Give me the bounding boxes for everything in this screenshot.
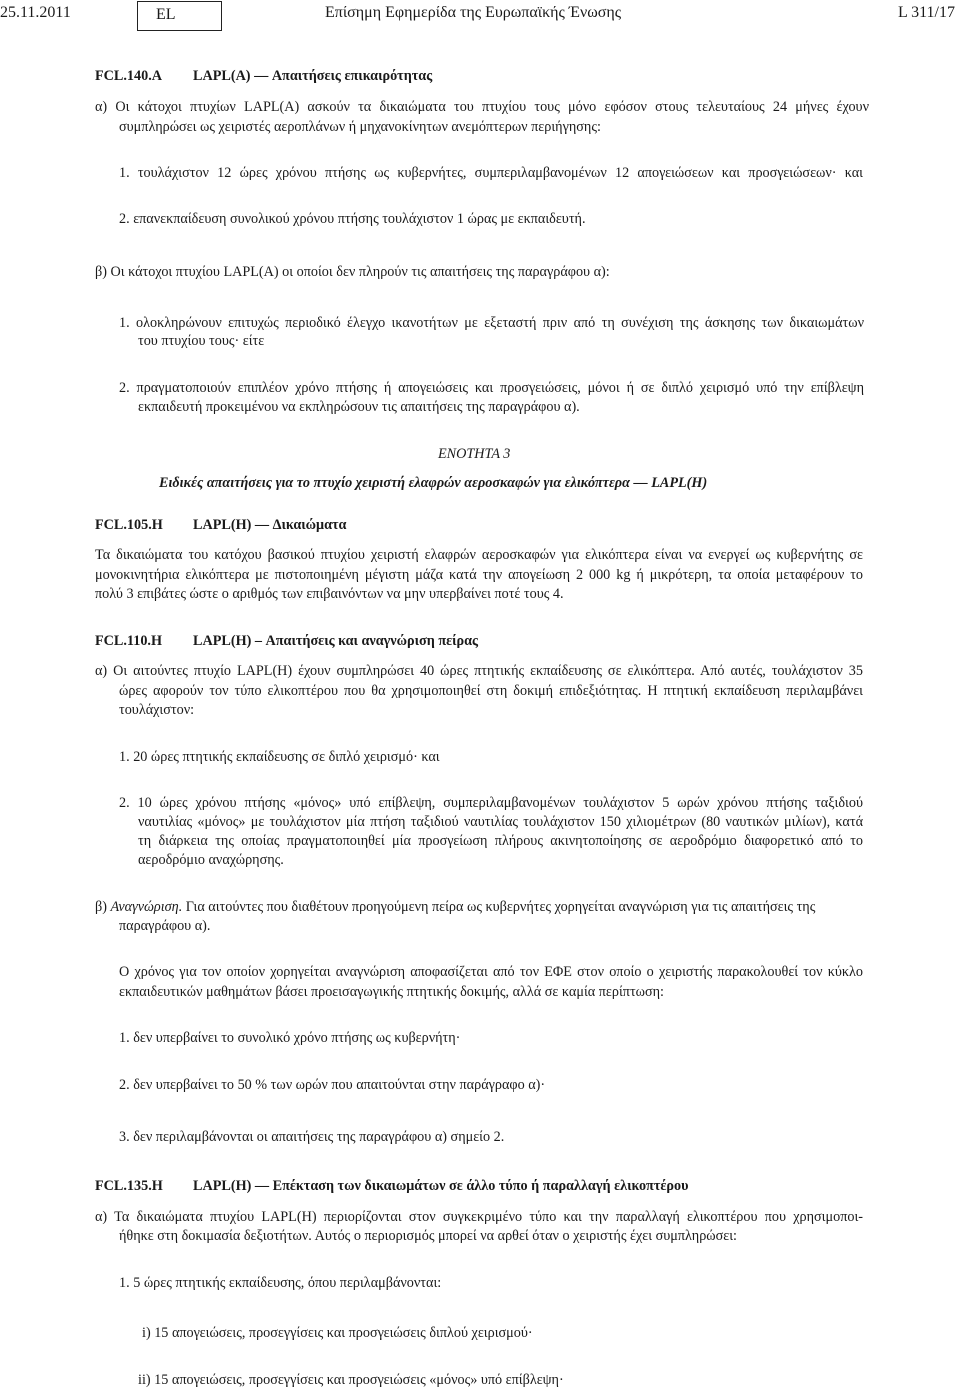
fcl140a-b2-line1: 2. πραγματοποιούν επιπλέον χρόνο πτήσης ή απογειώσεις και προσγειώσεις, μόνοι ή σε διπλό χειρισμό υπό την επίβλεψη bbox=[119, 380, 864, 396]
fcl110h-b-rest: Για αιτούντες που διαθέτουν προηγούμενη πείρα ως κυβερνήτες χορηγείται αναγνώριση για τις απαιτήσεις της bbox=[182, 899, 816, 915]
fcl140a-a-line1: α) Οι κάτοχοι πτυχίων LAPL(A) ασκούν τα δικαιώματα του πτυχίου τους μόνο εφόσον στους τελευταίους 24 μήνες έχουν bbox=[95, 99, 869, 115]
fcl110h-p-line2: εκπαιδευτικών μαθημάτων βάσει προεισαγωγικής πτητικής δοκιμής, αλλά σε καμία περίπτωση: bbox=[119, 984, 664, 1000]
fcl105h-line3: πολύ 3 επιβάτες ώστε ο αριθμός των επιβαινόντων να μην υπερβαίνει ποτέ τους 4. bbox=[95, 586, 564, 602]
fcl140a-code: FCL.140.A bbox=[95, 68, 162, 84]
fcl135h-code: FCL.135.H bbox=[95, 1178, 163, 1194]
fcl110h-p-line1: Ο χρόνος για τον οποίον χορηγείται αναγνώριση αποφασίζεται από τον ΕΦΕ στον οποίο ο χειριστής παρακολουθεί τον κύκλο bbox=[119, 964, 863, 980]
fcl110h-p1: 1. δεν υπερβαίνει το συνολικό χρόνο πτήσης ως κυβερνήτη· bbox=[119, 1030, 461, 1046]
fcl135h-a-line1: α) Τα δικαιώματα πτυχίου LAPL(H) περιορίζονται στον συγκεκριμένο τύπο και την παραλλαγή ελικοπτέρου που χρησιμοποι- bbox=[95, 1209, 863, 1225]
page-number: L 311/17 bbox=[897, 4, 955, 21]
fcl110h-a1: 1. 20 ώρες πτητικής εκπαίδευσης σε διπλό χειρισμό· και bbox=[119, 749, 440, 765]
fcl110h-a-line3: τουλάχιστον: bbox=[119, 702, 195, 718]
fcl110h-a2-line1: 2. 10 ώρες χρόνου πτήσης «μόνος» υπό επίβλεψη, συμπεριλαμβανομένων τουλάχιστον 5 ωρών χρόνου πτήσης ταξιδιού bbox=[119, 795, 863, 811]
fcl110h-a2-line3: τη διάρκεια της οποίας πραγματοποιηθεί μία προσγείωση πλήρους ακινητοποίησης σε αεροδρόμιο διαφορετικό από το bbox=[138, 833, 863, 849]
language-code: EL bbox=[156, 6, 176, 23]
fcl110h-code: FCL.110.H bbox=[95, 633, 163, 649]
fcl110h-p2: 2. δεν υπερβαίνει το 50 % των ωρών που απαιτούνται στην παράγραφο α)· bbox=[119, 1077, 546, 1093]
journal-title: Επίσημη Εφημερίδα της Ευρωπαϊκής Ένωσης bbox=[325, 4, 622, 21]
fcl140a-title: LAPL(A) — Απαιτήσεις επικαιρότητας bbox=[193, 68, 433, 84]
fcl110h-title: LAPL(H) – Απαιτήσεις και αναγνώριση πείρας bbox=[193, 633, 479, 649]
fcl135h-i: i) 15 απογειώσεις, προσεγγίσεις και προσγειώσεις διπλού χειρισμού· bbox=[142, 1325, 533, 1341]
fcl110h-a-line2: ώρες αφορούν τον τύπο ελικοπτέρου που θα χρησιμοποιηθεί στη δοκιμή επιδεξιότητας. Η πτητική εκπαίδευση περιλαμβάνει bbox=[119, 683, 863, 699]
fcl105h-line2: μονοκινητήρια ελικόπτερα με πιστοποιημένη μέγιστη μάζα κατά την απογείωση 2 000 kg ή μικρότερη, τα οποία μεταφέρουν το bbox=[95, 567, 863, 583]
fcl110h-b-label: β) bbox=[95, 899, 111, 915]
fcl140a-b1-line2: του πτυχίου τους· είτε bbox=[138, 333, 265, 349]
fcl140a-b2-line2: εκπαιδευτή προκειμένου να εκπληρώσουν τις απαιτήσεις της παραγράφου α). bbox=[138, 399, 580, 415]
fcl140a-b1-line1: 1. ολοκληρώνουν επιτυχώς περιοδικό έλεγχο ικανοτήτων με εξεταστή πριν από τη συνέχιση της άσκησης των δικαιωμάτων bbox=[119, 315, 864, 331]
fcl110h-p3: 3. δεν περιλαμβάνονται οι απαιτήσεις της παραγράφου α) σημείο 2. bbox=[119, 1129, 505, 1145]
fcl140a-a2: 2. επανεκπαίδευση συνολικού χρόνου πτήσης τουλάχιστον 1 ώρας με εκπαιδευτή. bbox=[119, 211, 586, 227]
fcl135h-a1: 1. 5 ώρες πτητικής εκπαίδευσης, όπου περιλαμβάνονται: bbox=[119, 1275, 442, 1291]
fcl110h-a-line1: α) Οι αιτούντες πτυχίο LAPL(H) έχουν συμπληρώσει 40 ώρες πτητικής εκπαίδευσης σε ελικόπτερα. Από αυτές, τουλάχιστον 35 bbox=[95, 663, 863, 679]
fcl135h-ii: ii) 15 απογειώσεις, προσεγγίσεις και προσγειώσεις «μόνος» υπό επίβλεψη· bbox=[138, 1372, 564, 1388]
fcl140a-a-line2: συμπληρώσει ως χειριστές αεροπλάνων ή μηχανοκίνητων ανεμόπτερων περιήγησης: bbox=[119, 119, 601, 135]
fcl105h-title: LAPL(H) — Δικαιώματα bbox=[193, 517, 347, 533]
fcl110h-a2-line2: ναυτιλίας «μόνος» με τουλάχιστον μία πτήση ταξιδιού ναυτιλίας τουλάχιστον 150 χιλιομέτρων (80 ναυτικών μιλίων), κατά bbox=[138, 814, 863, 830]
language-code-box bbox=[137, 1, 222, 31]
section-number: ΕΝΟΤΗΤΑ 3 bbox=[438, 446, 511, 462]
fcl105h-line1: Τα δικαιώματα του κατόχου βασικού πτυχίου χειριστή ελαφρών αεροσκαφών για ελικόπτερα είναι να ενεργεί ως κυβερνήτης σε bbox=[95, 547, 863, 563]
section-title: Ειδικές απαιτήσεις για το πτυχίο χειριστή ελαφρών αεροσκαφών για ελικόπτερα — LAPL(H) bbox=[159, 475, 708, 491]
fcl110h-b-line2: παραγράφου α). bbox=[119, 918, 211, 934]
fcl140a-b: β) Οι κάτοχοι πτυχίου LAPL(A) οι οποίοι δεν πληρούν τις απαιτήσεις της παραγράφου α): bbox=[95, 264, 610, 280]
publication-date: 25.11.2011 bbox=[0, 4, 71, 21]
fcl105h-code: FCL.105.H bbox=[95, 517, 163, 533]
fcl140a-a1: 1. τουλάχιστον 12 ώρες χρόνου πτήσης ως κυβερνήτες, συμπεριλαμβανομένων 12 απογειώσεων και προσγειώσεων· και bbox=[119, 165, 863, 181]
fcl135h-title: LAPL(H) — Επέκταση των δικαιωμάτων σε άλλο τύπο ή παραλλαγή ελικοπτέρου bbox=[193, 1178, 689, 1194]
fcl135h-a-line2: ήθηκε στη δοκιμασία δεξιοτήτων. Αυτός ο περιορισμός μπορεί να αρθεί όταν ο χειριστής έχει συμπληρώσει: bbox=[119, 1228, 737, 1244]
fcl110h-b-line1 bbox=[95, 898, 863, 916]
fcl110h-a2-line4: αεροδρόμιο αναχώρησης. bbox=[138, 852, 284, 868]
fcl110h-b-heading: Αναγνώριση. bbox=[110, 899, 183, 915]
